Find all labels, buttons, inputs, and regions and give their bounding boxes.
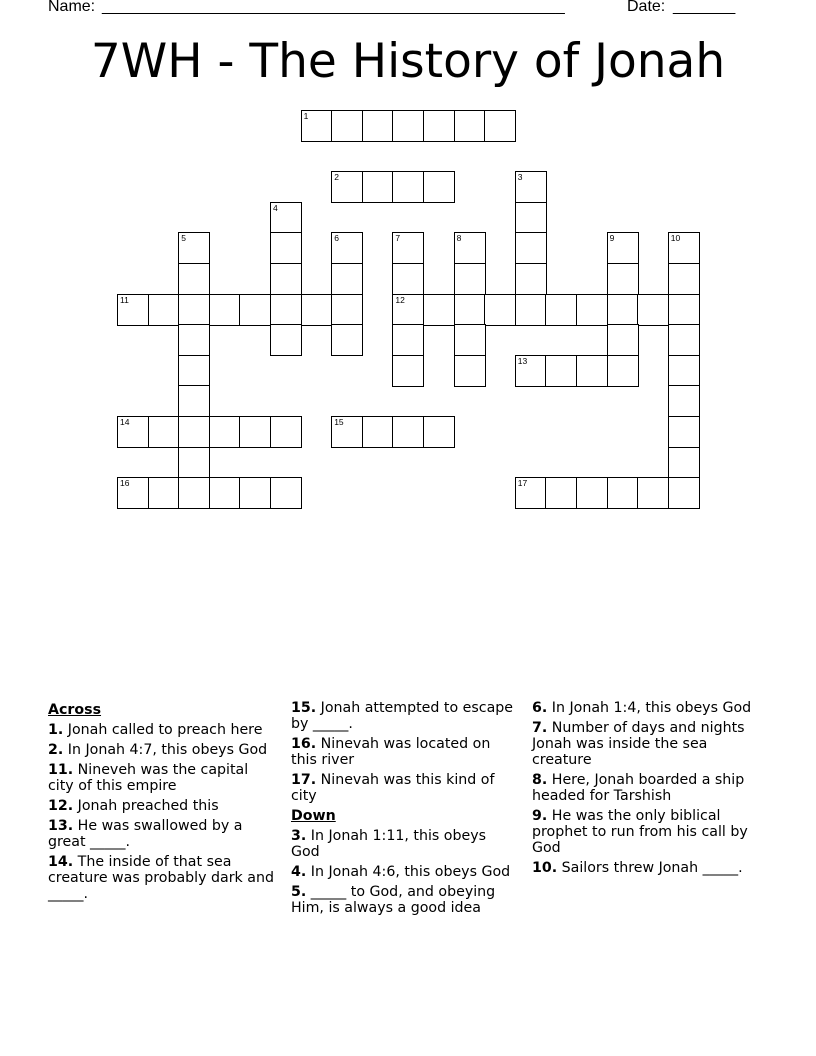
crossword-cell[interactable] <box>484 294 516 326</box>
cell-number: 16 <box>120 478 130 489</box>
crossword-cell[interactable] <box>607 294 639 326</box>
cell-number: 12 <box>395 294 405 305</box>
date-blank: _______ <box>673 0 736 15</box>
clue-column-1 <box>48 700 276 906</box>
crossword-cell[interactable] <box>668 232 700 264</box>
clue-column-3 <box>532 700 760 880</box>
page-title: 7WH - The History of Jonah <box>90 34 726 89</box>
crossword-cell[interactable] <box>270 263 302 295</box>
crossword-cell[interactable] <box>668 385 700 417</box>
clue-down-9: 9. He was the only biblical prophet to run from his call by God <box>532 808 748 856</box>
crossword-cell[interactable] <box>423 294 455 326</box>
crossword-cell[interactable] <box>331 232 363 264</box>
crossword-cell[interactable] <box>362 416 394 448</box>
crossword-cell[interactable] <box>331 416 363 448</box>
crossword-cell[interactable] <box>362 110 394 142</box>
cell-number: 9 <box>609 233 615 244</box>
cell-number: 7 <box>395 233 401 244</box>
clue-down-7: 7. Number of days and nights Jonah was inside the sea creature <box>532 720 745 768</box>
crossword-cell[interactable] <box>515 294 547 326</box>
crossword-cell[interactable] <box>637 294 669 326</box>
crossword-cell[interactable] <box>209 477 241 509</box>
crossword-cell[interactable] <box>392 324 424 356</box>
across-heading: Across <box>48 702 102 718</box>
cell-number: 13 <box>517 355 528 366</box>
crossword-cell[interactable] <box>117 294 149 326</box>
crossword-cell[interactable] <box>423 171 455 203</box>
crossword-cell[interactable] <box>515 232 547 264</box>
clue-across-16: 16. Ninevah was located on this river <box>291 736 491 768</box>
clue-across-2: 2. In Jonah 4:7, this obeys God <box>48 742 268 758</box>
crossword-cell[interactable] <box>668 416 700 448</box>
crossword-cell[interactable] <box>545 355 577 387</box>
crossword-cell[interactable] <box>178 477 210 509</box>
crossword-cell[interactable] <box>454 355 486 387</box>
crossword-cell[interactable] <box>178 447 210 479</box>
crossword-cell[interactable] <box>331 294 363 326</box>
crossword-cell[interactable] <box>178 416 210 448</box>
crossword-cell[interactable] <box>576 477 608 509</box>
crossword-cell[interactable] <box>515 477 547 509</box>
crossword-cell[interactable] <box>392 171 424 203</box>
crossword-cell[interactable] <box>270 232 302 264</box>
clue-across-15: 15. Jonah attempted to escape by _____. <box>291 700 513 732</box>
crossword-cell[interactable] <box>270 416 302 448</box>
crossword-cell[interactable] <box>607 232 639 264</box>
crossword-cell[interactable] <box>454 110 486 142</box>
cell-number: 5 <box>181 233 186 244</box>
crossword-cell[interactable] <box>607 355 639 387</box>
cell-number: 10 <box>670 233 681 244</box>
cell-number: 2 <box>334 172 339 183</box>
crossword-cell[interactable] <box>178 385 210 417</box>
name-label: Name: <box>48 0 96 15</box>
crossword-cell[interactable] <box>148 294 180 326</box>
cell-number: 3 <box>517 172 523 183</box>
name-blank: ____________________________________________________ <box>102 0 565 15</box>
crossword-cell[interactable] <box>515 355 547 387</box>
crossword-cell[interactable] <box>392 232 424 264</box>
clue-down-6: 6. In Jonah 1:4, this obeys God <box>532 700 752 716</box>
cell-number: 8 <box>456 233 462 244</box>
crossword-cell[interactable] <box>576 355 608 387</box>
cell-number: 1 <box>303 111 309 121</box>
crossword-cell[interactable] <box>392 110 424 142</box>
clue-down-4: 4. In Jonah 4:6, this obeys God <box>291 864 511 880</box>
crossword-cell[interactable] <box>362 171 394 203</box>
crossword-cell[interactable] <box>331 110 363 142</box>
crossword-cell[interactable] <box>454 232 486 264</box>
crossword-cell[interactable] <box>392 416 424 448</box>
crossword-cell[interactable] <box>178 294 210 326</box>
crossword-cell[interactable] <box>178 324 210 356</box>
clue-across-14: 14. The inside of that sea creature was probably dark and _____. <box>48 854 274 902</box>
clue-down-10: 10. Sailors threw Jonah _____. <box>532 860 743 876</box>
crossword-cell[interactable] <box>331 263 363 295</box>
crossword-cell[interactable] <box>331 324 363 356</box>
clue-across-13: 13. He was swallowed by a great _____. <box>48 818 243 850</box>
down-heading: Down <box>291 808 336 824</box>
crossword-cell[interactable] <box>117 477 149 509</box>
crossword-cell[interactable] <box>668 263 700 295</box>
crossword-cell[interactable] <box>392 294 424 326</box>
crossword-cell[interactable] <box>239 416 271 448</box>
crossword-cell[interactable] <box>392 263 424 295</box>
crossword-cell[interactable] <box>607 324 639 356</box>
crossword-cell[interactable] <box>301 294 333 326</box>
cell-number: 6 <box>334 233 339 244</box>
cell-number: 4 <box>273 202 278 213</box>
clue-column-2 <box>291 700 519 920</box>
cell-number: 15 <box>334 417 344 427</box>
clue-across-17: 17. Ninevah was this kind of city <box>291 772 495 804</box>
crossword-cell[interactable] <box>668 324 700 356</box>
crossword-cell[interactable] <box>301 110 333 142</box>
date-label: Date: <box>627 0 666 15</box>
clue-across-11: 11. Nineveh was the capital city of this empire <box>48 762 249 794</box>
crossword-cell[interactable] <box>178 263 210 295</box>
crossword-cell[interactable] <box>668 447 700 479</box>
crossword-cell[interactable] <box>668 294 700 326</box>
clue-down-3: 3. In Jonah 1:11, this obeys God <box>291 828 486 860</box>
crossword-cell[interactable] <box>178 232 210 264</box>
crossword-cell[interactable] <box>270 477 302 509</box>
cell-number: 14 <box>120 417 130 427</box>
crossword-cell[interactable] <box>454 294 486 326</box>
crossword-cell[interactable] <box>148 416 180 448</box>
crossword-cell[interactable] <box>515 171 547 203</box>
crossword-cell[interactable] <box>637 477 669 509</box>
clue-list <box>48 700 778 970</box>
crossword-cell[interactable] <box>331 171 363 203</box>
crossword-cell[interactable] <box>239 477 271 509</box>
crossword-cell[interactable] <box>270 202 302 234</box>
crossword-cell[interactable] <box>178 355 210 387</box>
crossword-cell[interactable] <box>117 416 149 448</box>
crossword-cell[interactable] <box>454 324 486 356</box>
crossword-cell[interactable] <box>576 294 608 326</box>
crossword-cell[interactable] <box>668 477 700 509</box>
crossword-cell[interactable] <box>668 355 700 387</box>
crossword-cell[interactable] <box>515 202 547 234</box>
crossword-cell[interactable] <box>209 416 241 448</box>
cell-number: 11 <box>120 294 129 305</box>
crossword-cell[interactable] <box>423 110 455 142</box>
cell-number: 17 <box>517 478 528 489</box>
crossword-cell[interactable] <box>239 294 271 326</box>
clue-down-8: 8. Here, Jonah boarded a ship headed for Tarshish <box>532 772 745 804</box>
crossword-cell[interactable] <box>454 263 486 295</box>
crossword-cell[interactable] <box>270 324 302 356</box>
clue-down-5: 5. _____ to God, and obeying Him, is always a good idea <box>291 884 496 916</box>
crossword-cell[interactable] <box>484 110 516 142</box>
crossword-cell[interactable] <box>270 294 302 326</box>
crossword-cell[interactable] <box>148 477 180 509</box>
crossword-cell[interactable] <box>515 263 547 295</box>
crossword-cell[interactable] <box>545 477 577 509</box>
clue-across-1: 1. Jonah called to preach here <box>48 722 263 738</box>
crossword-cell[interactable] <box>545 294 577 326</box>
crossword-cell[interactable] <box>209 294 241 326</box>
crossword-cell[interactable] <box>607 263 639 295</box>
crossword-cell[interactable] <box>423 416 455 448</box>
clue-across-12: 12. Jonah preached this <box>48 798 219 814</box>
crossword-cell[interactable] <box>392 355 424 387</box>
crossword-cell[interactable] <box>607 477 639 509</box>
